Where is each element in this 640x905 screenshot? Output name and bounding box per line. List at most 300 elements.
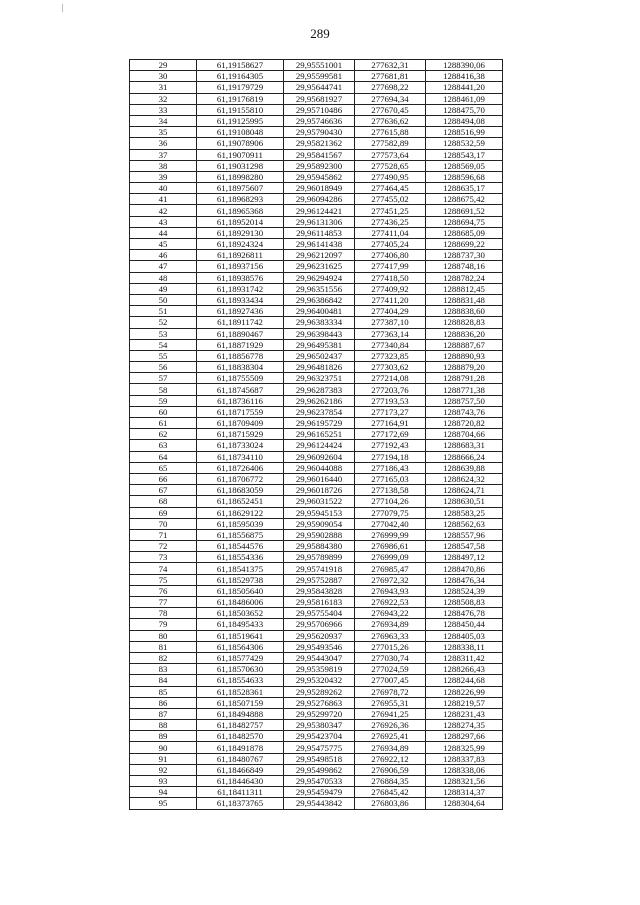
x-coordinate-cell: 277455,02	[355, 194, 426, 205]
point-number-cell: 48	[130, 272, 197, 283]
longitude-cell: 29,96398443	[284, 328, 355, 339]
latitude-cell: 61,18838304	[197, 362, 284, 373]
table-row	[130, 138, 503, 149]
y-coordinate-cell: 1288685,09	[426, 227, 503, 238]
longitude-cell: 29,96124421	[284, 205, 355, 216]
y-coordinate-cell: 1288450,44	[426, 619, 503, 630]
table-row	[130, 294, 503, 305]
y-coordinate-cell: 1288675,42	[426, 194, 503, 205]
y-coordinate-cell: 1288887,67	[426, 339, 503, 350]
point-number-cell: 50	[130, 294, 197, 305]
point-number-cell: 75	[130, 574, 197, 585]
y-coordinate-cell: 1288475,70	[426, 104, 503, 115]
longitude-cell: 29,96237854	[284, 406, 355, 417]
latitude-cell: 61,18595039	[197, 518, 284, 529]
latitude-cell: 61,18736116	[197, 395, 284, 406]
latitude-cell: 61,18755509	[197, 373, 284, 384]
longitude-cell: 29,95706966	[284, 619, 355, 630]
x-coordinate-cell: 277387,10	[355, 317, 426, 328]
y-coordinate-cell: 1288311,42	[426, 652, 503, 663]
latitude-cell: 61,18911742	[197, 317, 284, 328]
y-coordinate-cell: 1288683,31	[426, 440, 503, 451]
latitude-cell: 61,18924324	[197, 239, 284, 250]
y-coordinate-cell: 1288543,17	[426, 149, 503, 160]
y-coordinate-cell: 1288461,09	[426, 93, 503, 104]
y-coordinate-cell: 1288757,50	[426, 395, 503, 406]
latitude-cell: 61,19158627	[197, 60, 284, 71]
x-coordinate-cell: 277193,53	[355, 395, 426, 406]
point-number-cell: 94	[130, 787, 197, 798]
x-coordinate-cell: 277464,45	[355, 183, 426, 194]
latitude-cell: 61,18466849	[197, 764, 284, 775]
point-number-cell: 67	[130, 485, 197, 496]
longitude-cell: 29,95755404	[284, 608, 355, 619]
table-row	[130, 339, 503, 350]
point-number-cell: 56	[130, 362, 197, 373]
point-number-cell: 93	[130, 776, 197, 787]
latitude-cell: 61,18968293	[197, 194, 284, 205]
table-row	[130, 71, 503, 82]
table-row	[130, 283, 503, 294]
y-coordinate-cell: 1288596,68	[426, 171, 503, 182]
table-row	[130, 753, 503, 764]
point-number-cell: 68	[130, 496, 197, 507]
longitude-cell: 29,96195729	[284, 418, 355, 429]
longitude-cell: 29,96018949	[284, 183, 355, 194]
latitude-cell: 61,18709409	[197, 418, 284, 429]
longitude-cell: 29,96212097	[284, 250, 355, 261]
y-coordinate-cell: 1288562,63	[426, 518, 503, 529]
point-number-cell: 85	[130, 686, 197, 697]
y-coordinate-cell: 1288748,16	[426, 261, 503, 272]
x-coordinate-cell: 276906,59	[355, 764, 426, 775]
point-number-cell: 54	[130, 339, 197, 350]
table-row	[130, 507, 503, 518]
x-coordinate-cell: 276999,99	[355, 529, 426, 540]
table-row	[130, 440, 503, 451]
table-row	[130, 597, 503, 608]
table-row	[130, 518, 503, 529]
x-coordinate-cell: 276845,42	[355, 787, 426, 798]
longitude-cell: 29,96031522	[284, 496, 355, 507]
y-coordinate-cell: 1288314,37	[426, 787, 503, 798]
table-row	[130, 541, 503, 552]
x-coordinate-cell: 277104,26	[355, 496, 426, 507]
point-number-cell: 72	[130, 541, 197, 552]
longitude-cell: 29,95299720	[284, 708, 355, 719]
latitude-cell: 61,18529738	[197, 574, 284, 585]
x-coordinate-cell: 277418,50	[355, 272, 426, 283]
y-coordinate-cell: 1288557,96	[426, 529, 503, 540]
x-coordinate-cell: 277192,43	[355, 440, 426, 451]
x-coordinate-cell: 277203,76	[355, 384, 426, 395]
y-coordinate-cell: 1288743,76	[426, 406, 503, 417]
x-coordinate-cell: 277632,31	[355, 60, 426, 71]
longitude-cell: 29,96092604	[284, 451, 355, 462]
longitude-cell: 29,96131306	[284, 216, 355, 227]
y-coordinate-cell: 1288338,11	[426, 641, 503, 652]
x-coordinate-cell: 277165,03	[355, 473, 426, 484]
y-coordinate-cell: 1288720,82	[426, 418, 503, 429]
x-coordinate-cell: 277681,81	[355, 71, 426, 82]
table-row	[130, 742, 503, 753]
table-row	[130, 776, 503, 787]
y-coordinate-cell: 1288219,57	[426, 697, 503, 708]
table-row	[130, 306, 503, 317]
y-coordinate-cell: 1288416,38	[426, 71, 503, 82]
y-coordinate-cell: 1288890,93	[426, 350, 503, 361]
latitude-cell: 61,18541375	[197, 563, 284, 574]
x-coordinate-cell: 276978,72	[355, 686, 426, 697]
longitude-cell: 29,95493546	[284, 641, 355, 652]
longitude-cell: 29,95790430	[284, 127, 355, 138]
longitude-cell: 29,95909054	[284, 518, 355, 529]
longitude-cell: 29,95289262	[284, 686, 355, 697]
point-number-cell: 61	[130, 418, 197, 429]
point-number-cell: 70	[130, 518, 197, 529]
table-row	[130, 127, 503, 138]
longitude-cell: 29,96141438	[284, 239, 355, 250]
x-coordinate-cell: 277694,34	[355, 93, 426, 104]
y-coordinate-cell: 1288274,35	[426, 720, 503, 731]
longitude-cell: 29,96165251	[284, 429, 355, 440]
longitude-cell: 29,95902888	[284, 529, 355, 540]
table-row	[130, 473, 503, 484]
page-number: 289	[310, 26, 330, 41]
latitude-cell: 61,18544576	[197, 541, 284, 552]
x-coordinate-cell: 276955,31	[355, 697, 426, 708]
longitude-cell: 29,95945153	[284, 507, 355, 518]
longitude-cell: 29,95741918	[284, 563, 355, 574]
table-row	[130, 608, 503, 619]
point-number-cell: 57	[130, 373, 197, 384]
x-coordinate-cell: 277363,14	[355, 328, 426, 339]
x-coordinate-cell: 276925,41	[355, 731, 426, 742]
latitude-cell: 61,18715929	[197, 429, 284, 440]
y-coordinate-cell: 1288771,38	[426, 384, 503, 395]
latitude-cell: 61,18871929	[197, 339, 284, 350]
longitude-cell: 29,95423704	[284, 731, 355, 742]
y-coordinate-cell: 1288297,66	[426, 731, 503, 742]
x-coordinate-cell: 277079,75	[355, 507, 426, 518]
latitude-cell: 61,19176819	[197, 93, 284, 104]
latitude-cell: 61,19108048	[197, 127, 284, 138]
x-coordinate-cell: 276934,89	[355, 619, 426, 630]
x-coordinate-cell: 277436,25	[355, 216, 426, 227]
y-coordinate-cell: 1288694,75	[426, 216, 503, 227]
point-number-cell: 35	[130, 127, 197, 138]
x-coordinate-cell: 277303,62	[355, 362, 426, 373]
latitude-cell: 61,18554336	[197, 552, 284, 563]
y-coordinate-cell: 1288304,64	[426, 798, 503, 809]
latitude-cell: 61,18856778	[197, 350, 284, 361]
table-row	[130, 731, 503, 742]
table-row	[130, 787, 503, 798]
latitude-cell: 61,19155810	[197, 104, 284, 115]
longitude-cell: 29,95498518	[284, 753, 355, 764]
table-row	[130, 160, 503, 171]
x-coordinate-cell: 277340,84	[355, 339, 426, 350]
y-coordinate-cell: 1288508,83	[426, 597, 503, 608]
table-row	[130, 697, 503, 708]
x-coordinate-cell: 277417,99	[355, 261, 426, 272]
y-coordinate-cell: 1288476,78	[426, 608, 503, 619]
longitude-cell: 29,95752887	[284, 574, 355, 585]
point-number-cell: 80	[130, 630, 197, 641]
y-coordinate-cell: 1288497,12	[426, 552, 503, 563]
longitude-cell: 29,95841567	[284, 149, 355, 160]
point-number-cell: 63	[130, 440, 197, 451]
latitude-cell: 61,18503652	[197, 608, 284, 619]
latitude-cell: 61,19031298	[197, 160, 284, 171]
latitude-cell: 61,18952014	[197, 216, 284, 227]
y-coordinate-cell: 1288624,71	[426, 485, 503, 496]
x-coordinate-cell: 277323,85	[355, 350, 426, 361]
latitude-cell: 61,18745687	[197, 384, 284, 395]
y-coordinate-cell: 1288226,99	[426, 686, 503, 697]
longitude-cell: 29,95443842	[284, 798, 355, 809]
point-number-cell: 49	[130, 283, 197, 294]
latitude-cell: 61,18482570	[197, 731, 284, 742]
table-row	[130, 317, 503, 328]
latitude-cell: 61,18519641	[197, 630, 284, 641]
longitude-cell: 29,96383334	[284, 317, 355, 328]
point-number-cell: 82	[130, 652, 197, 663]
longitude-cell: 29,96294924	[284, 272, 355, 283]
x-coordinate-cell: 277411,04	[355, 227, 426, 238]
longitude-cell: 29,95551001	[284, 60, 355, 71]
point-number-cell: 86	[130, 697, 197, 708]
point-number-cell: 84	[130, 675, 197, 686]
point-number-cell: 60	[130, 406, 197, 417]
scan-margin-mark	[62, 4, 63, 12]
latitude-cell: 61,18933434	[197, 294, 284, 305]
y-coordinate-cell: 1288630,51	[426, 496, 503, 507]
latitude-cell: 61,18706772	[197, 473, 284, 484]
longitude-cell: 29,95599581	[284, 71, 355, 82]
table-row	[130, 171, 503, 182]
table-row	[130, 418, 503, 429]
latitude-cell: 61,18965368	[197, 205, 284, 216]
longitude-cell: 29,96231625	[284, 261, 355, 272]
latitude-cell: 61,18486006	[197, 597, 284, 608]
latitude-cell: 61,19164305	[197, 71, 284, 82]
point-number-cell: 52	[130, 317, 197, 328]
point-number-cell: 90	[130, 742, 197, 753]
table-row	[130, 585, 503, 596]
x-coordinate-cell: 276985,47	[355, 563, 426, 574]
point-number-cell: 73	[130, 552, 197, 563]
latitude-cell: 61,19070911	[197, 149, 284, 160]
y-coordinate-cell: 1288782,24	[426, 272, 503, 283]
point-number-cell: 51	[130, 306, 197, 317]
point-number-cell: 64	[130, 451, 197, 462]
latitude-cell: 61,18629122	[197, 507, 284, 518]
x-coordinate-cell: 276972,32	[355, 574, 426, 585]
point-number-cell: 36	[130, 138, 197, 149]
y-coordinate-cell: 1288476,34	[426, 574, 503, 585]
table-row	[130, 60, 503, 71]
y-coordinate-cell: 1288494,08	[426, 115, 503, 126]
latitude-cell: 61,18491878	[197, 742, 284, 753]
x-coordinate-cell: 277582,89	[355, 138, 426, 149]
point-number-cell: 46	[130, 250, 197, 261]
table-row	[130, 406, 503, 417]
latitude-cell: 61,19125995	[197, 115, 284, 126]
latitude-cell: 61,18480767	[197, 753, 284, 764]
latitude-cell: 61,18890467	[197, 328, 284, 339]
y-coordinate-cell: 1288691,52	[426, 205, 503, 216]
latitude-cell: 61,18495433	[197, 619, 284, 630]
table-row	[130, 328, 503, 339]
y-coordinate-cell: 1288666,24	[426, 451, 503, 462]
y-coordinate-cell: 1288569,05	[426, 160, 503, 171]
point-number-cell: 55	[130, 350, 197, 361]
latitude-cell: 61,18482757	[197, 720, 284, 731]
longitude-cell: 29,96386842	[284, 294, 355, 305]
point-number-cell: 39	[130, 171, 197, 182]
latitude-cell: 61,18556875	[197, 529, 284, 540]
latitude-cell: 61,18446430	[197, 776, 284, 787]
x-coordinate-cell: 277670,45	[355, 104, 426, 115]
point-number-cell: 91	[130, 753, 197, 764]
longitude-cell: 29,95789899	[284, 552, 355, 563]
point-number-cell: 71	[130, 529, 197, 540]
y-coordinate-cell: 1288390,06	[426, 60, 503, 71]
table-row	[130, 261, 503, 272]
point-number-cell: 53	[130, 328, 197, 339]
table-row	[130, 619, 503, 630]
x-coordinate-cell: 276943,93	[355, 585, 426, 596]
x-coordinate-cell: 276922,12	[355, 753, 426, 764]
y-coordinate-cell: 1288325,99	[426, 742, 503, 753]
table-row	[130, 451, 503, 462]
longitude-cell: 29,96495381	[284, 339, 355, 350]
x-coordinate-cell: 277172,69	[355, 429, 426, 440]
y-coordinate-cell: 1288231,43	[426, 708, 503, 719]
longitude-cell: 29,95380347	[284, 720, 355, 731]
table-row	[130, 362, 503, 373]
latitude-cell: 61,18652451	[197, 496, 284, 507]
y-coordinate-cell: 1288699,22	[426, 239, 503, 250]
point-number-cell: 62	[130, 429, 197, 440]
longitude-cell: 29,96016440	[284, 473, 355, 484]
latitude-cell: 61,19078906	[197, 138, 284, 149]
x-coordinate-cell: 277573,64	[355, 149, 426, 160]
longitude-cell: 29,95475775	[284, 742, 355, 753]
x-coordinate-cell: 277024,59	[355, 664, 426, 675]
x-coordinate-cell: 277409,92	[355, 283, 426, 294]
x-coordinate-cell: 277451,25	[355, 205, 426, 216]
point-number-cell: 30	[130, 71, 197, 82]
latitude-cell: 61,19179729	[197, 82, 284, 93]
x-coordinate-cell: 276943,22	[355, 608, 426, 619]
table-row	[130, 183, 503, 194]
longitude-cell: 29,96400481	[284, 306, 355, 317]
point-number-cell: 92	[130, 764, 197, 775]
latitude-cell: 61,18926811	[197, 250, 284, 261]
y-coordinate-cell: 1288524,39	[426, 585, 503, 596]
longitude-cell: 29,95945862	[284, 171, 355, 182]
y-coordinate-cell: 1288791,28	[426, 373, 503, 384]
table-row	[130, 104, 503, 115]
point-number-cell: 88	[130, 720, 197, 731]
y-coordinate-cell: 1288321,56	[426, 776, 503, 787]
latitude-cell: 61,18717559	[197, 406, 284, 417]
latitude-cell: 61,18570630	[197, 664, 284, 675]
x-coordinate-cell: 277214,08	[355, 373, 426, 384]
latitude-cell: 61,18733024	[197, 440, 284, 451]
x-coordinate-cell: 276986,61	[355, 541, 426, 552]
longitude-cell: 29,96124424	[284, 440, 355, 451]
table-row	[130, 641, 503, 652]
latitude-cell: 61,18411311	[197, 787, 284, 798]
latitude-cell: 61,18734110	[197, 451, 284, 462]
y-coordinate-cell: 1288639,88	[426, 462, 503, 473]
longitude-cell: 29,96502437	[284, 350, 355, 361]
y-coordinate-cell: 1288704,66	[426, 429, 503, 440]
table-row	[130, 250, 503, 261]
x-coordinate-cell: 277404,29	[355, 306, 426, 317]
latitude-cell: 61,18505640	[197, 585, 284, 596]
table-row	[130, 652, 503, 663]
point-number-cell: 37	[130, 149, 197, 160]
table-row	[130, 194, 503, 205]
table-row	[130, 216, 503, 227]
table-row	[130, 686, 503, 697]
latitude-cell: 61,18998280	[197, 171, 284, 182]
x-coordinate-cell: 277636,62	[355, 115, 426, 126]
point-number-cell: 79	[130, 619, 197, 630]
longitude-cell: 29,95892300	[284, 160, 355, 171]
latitude-cell: 61,18554633	[197, 675, 284, 686]
point-number-cell: 47	[130, 261, 197, 272]
table-row	[130, 529, 503, 540]
latitude-cell: 61,18931742	[197, 283, 284, 294]
y-coordinate-cell: 1288838,60	[426, 306, 503, 317]
y-coordinate-cell: 1288879,20	[426, 362, 503, 373]
latitude-cell: 61,18726406	[197, 462, 284, 473]
point-number-cell: 59	[130, 395, 197, 406]
coordinates-table-body	[130, 60, 503, 810]
point-number-cell: 32	[130, 93, 197, 104]
x-coordinate-cell: 277615,88	[355, 127, 426, 138]
latitude-cell: 61,18975607	[197, 183, 284, 194]
y-coordinate-cell: 1288441,20	[426, 82, 503, 93]
y-coordinate-cell: 1288583,25	[426, 507, 503, 518]
x-coordinate-cell: 277173,27	[355, 406, 426, 417]
longitude-cell: 29,95884380	[284, 541, 355, 552]
x-coordinate-cell: 277406,80	[355, 250, 426, 261]
point-number-cell: 66	[130, 473, 197, 484]
x-coordinate-cell: 276963,33	[355, 630, 426, 641]
longitude-cell: 29,96287383	[284, 384, 355, 395]
longitude-cell: 29,96262186	[284, 395, 355, 406]
longitude-cell: 29,95710486	[284, 104, 355, 115]
table-row	[130, 239, 503, 250]
longitude-cell: 29,95459479	[284, 787, 355, 798]
y-coordinate-cell: 1288470,86	[426, 563, 503, 574]
table-row	[130, 552, 503, 563]
x-coordinate-cell: 276934,89	[355, 742, 426, 753]
latitude-cell: 61,18937156	[197, 261, 284, 272]
table-row	[130, 227, 503, 238]
longitude-cell: 29,95470533	[284, 776, 355, 787]
table-row	[130, 350, 503, 361]
table-row	[130, 429, 503, 440]
latitude-cell: 61,18528361	[197, 686, 284, 697]
latitude-cell: 61,18564306	[197, 641, 284, 652]
